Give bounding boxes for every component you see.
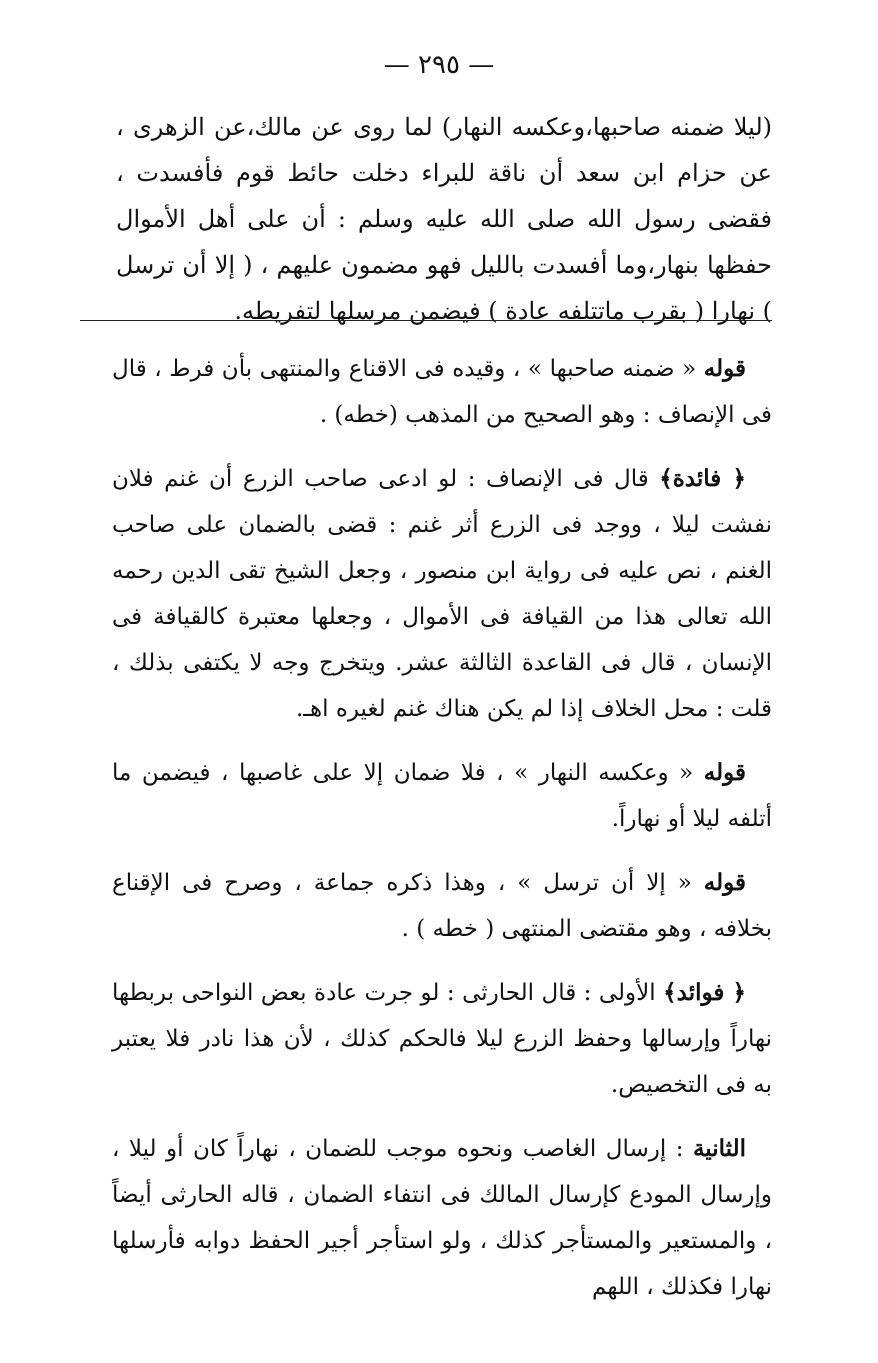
commentary-paragraph [112, 456, 772, 732]
paragraph-text: « وعكسه النهار » ، فلا ضمان إلا على غاصبها ، فيضمن ما أتلفه ليلا أو نهاراً. [112, 760, 772, 832]
paragraph-text: الأولى : قال الحارثى : لو جرت عادة بعض النواحى بربطها نهاراً وإرسالها وحفظ الزرع ليلا فالحكم كذلك ، لأن هذا نادر فلا يعتبر به فى التخصيص. [112, 980, 772, 1098]
paragraph-text: « إلا أن ترسل » ، وهذا ذكره جماعة ، وصرح فى الإقناع بخلافه ، وهو مقتضى المنتهى ( خطه ) . [112, 870, 772, 942]
commentary-paragraph [112, 750, 772, 842]
commentary-paragraph [112, 1126, 772, 1310]
paragraph-lead: ﴿ فائدة﴾ [659, 465, 746, 492]
paragraph-lead: الثانية [692, 1135, 746, 1162]
paragraph-lead: قوله [703, 355, 746, 382]
paragraph-lead: قوله [703, 759, 746, 786]
paragraph-lead: ﴿ فوائد﴾ [663, 979, 746, 1006]
commentary-paragraph [112, 970, 772, 1108]
paragraph-text: : إرسال الغاصب ونحوه موجب للضمان ، نهاراً كان أو ليلا ، وإرسال المودع كإرسال المالك فى انتفاء الضمان ، قاله الحارثى أيضاً ، والمستعير والمستأجر كذلك ، ولو استأجر أجير الحفظ دوابه فأرسلها نهارا فكذلك ، اللهم [112, 1136, 772, 1300]
paragraph-text: قال فى الإنصاف : لو ادعى صاحب الزرع أن غنم فلان نفشت ليلا ، ووجد فى الزرع أثر غنم : قضى بالضمان على صاحب الغنم ، نص عليه فى رواية ابن منصور ، وجعل الشيخ تقى الدين رحمه الله تعالى هذا من القيافة فى الأموال ، وجعلها معتبرة كالقيافة فى الإنسان ، قال فى القاعدة الثالثة عشر. ويتخرج وجه لا يكتفى بذلك ، قلت : محل الخلاف إذا لم يكن هناك غنم لغيره اهـ. [112, 466, 772, 722]
commentary-paragraph [112, 860, 772, 952]
commentary-section [112, 346, 772, 1328]
paragraph-text: « ضمنه صاحبها » ، وقيده فى الاقناع والمنتهى بأن فرط ، قال فى الإنصاف : وهو الصحيح من المذهب (خطه) . [112, 356, 772, 428]
section-divider [80, 320, 772, 321]
main-text-paragraph: (ليلا ضمنه صاحبها،وعكسه النهار) لما روى عن مالك،عن الزهرى ، عن حزام ابن سعد أن ناقة للبراء دخلت حائط قوم فأفسدت ، فقضى رسول الله صلى الله عليه وسلم : أن على أهل الأموال حفظها بنهار،وما أفسدت بالليل فهو مضمون عليهم ، ( إلا أن ترسل ) نهارا ( بقرب ماتتلفه عادة ) فيضمن مرسلها لتفريطه. [116, 113, 772, 325]
main-text [116, 104, 772, 334]
page-number: — ٢٩٥ — [383, 50, 495, 80]
paragraph-lead: قوله [703, 869, 746, 896]
commentary-paragraph [112, 346, 772, 438]
